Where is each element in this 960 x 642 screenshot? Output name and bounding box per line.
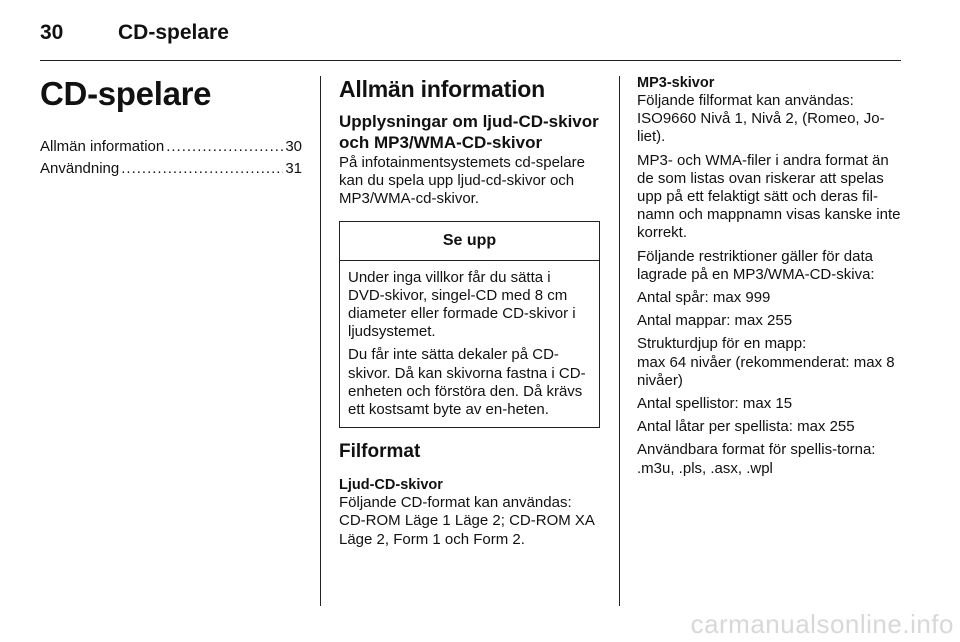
toc-leader — [166, 136, 283, 158]
caution-title: Se upp — [340, 222, 599, 261]
section-heading: Allmän information — [339, 76, 545, 102]
mp3-paragraph-7: Antal spellistor: max 15 — [637, 395, 793, 413]
toc-label: Allmän information — [40, 138, 165, 155]
caution-body — [340, 261, 599, 428]
intro-paragraph: På infotainmentsystemets cd-spelare kan du spela upp ljud-cd-skivor och MP3/WMA-cd-skivor. — [339, 154, 585, 208]
subsection-heading-line1: Upplysningar om ljud-CD-skivor — [339, 112, 599, 131]
mp3-column — [637, 70, 901, 483]
mp3-paragraph-4: Antal spår: max 999 — [637, 289, 771, 307]
mp3-paragraph-3: Följande restriktioner gäller för data lagrade på en MP3/WMA-CD-skiva: — [637, 247, 875, 283]
header-rule — [40, 60, 901, 61]
mp3-paragraph-1: Följande filformat kan användas: ISO9660 Nivå 1, Nivå 2, (Romeo, Jo-liet). — [637, 92, 885, 146]
toc-page: 30 — [285, 138, 302, 155]
mp3-paragraph-8: Antal låtar per spellista: max 255 — [637, 418, 855, 436]
mp3-paragraph-5: Antal mappar: max 255 — [637, 312, 793, 330]
watermark: carmanualsonline.info — [690, 609, 954, 639]
column-divider-right — [619, 76, 620, 606]
mp3-paragraph-6-line1: Strukturdjup för en mapp: — [637, 335, 807, 353]
general-info-column — [339, 70, 601, 554]
running-title: CD-spelare — [118, 21, 229, 44]
caution-paragraph-1: Under inga villkor får du sätta i DVD-skivor, singel-CD med 8 cm diameter eller formade CD-skivor i ljudsystemet. — [348, 268, 576, 341]
column-divider-left — [320, 76, 321, 606]
fileformat-heading: Filformat — [339, 441, 421, 463]
chapter-title: CD-spelare — [40, 75, 212, 112]
toc-label: Användning — [40, 160, 120, 177]
mp3-paragraph-6 — [637, 335, 901, 390]
mp3-paragraph-2: MP3- och WMA-filer i andra format än de som listas ovan riskerar att spelas upp på ett felaktigt sätt och deras fil-namn och mappnamn visas kanske inte korrekt. — [637, 151, 901, 242]
toc-leader — [121, 158, 283, 180]
chapter-column — [40, 70, 302, 180]
subsection-heading-line2: och MP3/WMA-CD-skivor — [339, 133, 543, 152]
mp3-paragraph-9: Användbara format för spellis-torna: .m3u, .pls, .asx, .wpl — [637, 441, 876, 477]
caution-box — [339, 221, 600, 429]
toc-entry-general-info[interactable] — [40, 136, 302, 158]
mp3-paragraph-6-line2: max 64 nivåer (rekommenderat: max 8 nivåer) — [637, 353, 895, 389]
page-number: 30 — [40, 21, 64, 44]
audio-cd-paragraph: Följande CD-format kan användas: CD-ROM Läge 1 Läge 2; CD-ROM XA Läge 2, Form 1 och Form 2. — [339, 494, 595, 548]
mp3-heading: MP3-skivor — [637, 75, 715, 91]
caution-paragraph-2: Du får inte sätta dekaler på CD-skivor. Då kan skivorna fastna i CD-enheten och förstöra den. Då krävs ett kostsamt byte av en-heten. — [348, 346, 586, 419]
toc-page: 31 — [285, 160, 302, 177]
audio-cd-heading: Ljud-CD-skivor — [339, 477, 443, 494]
toc-entry-usage[interactable] — [40, 158, 302, 180]
